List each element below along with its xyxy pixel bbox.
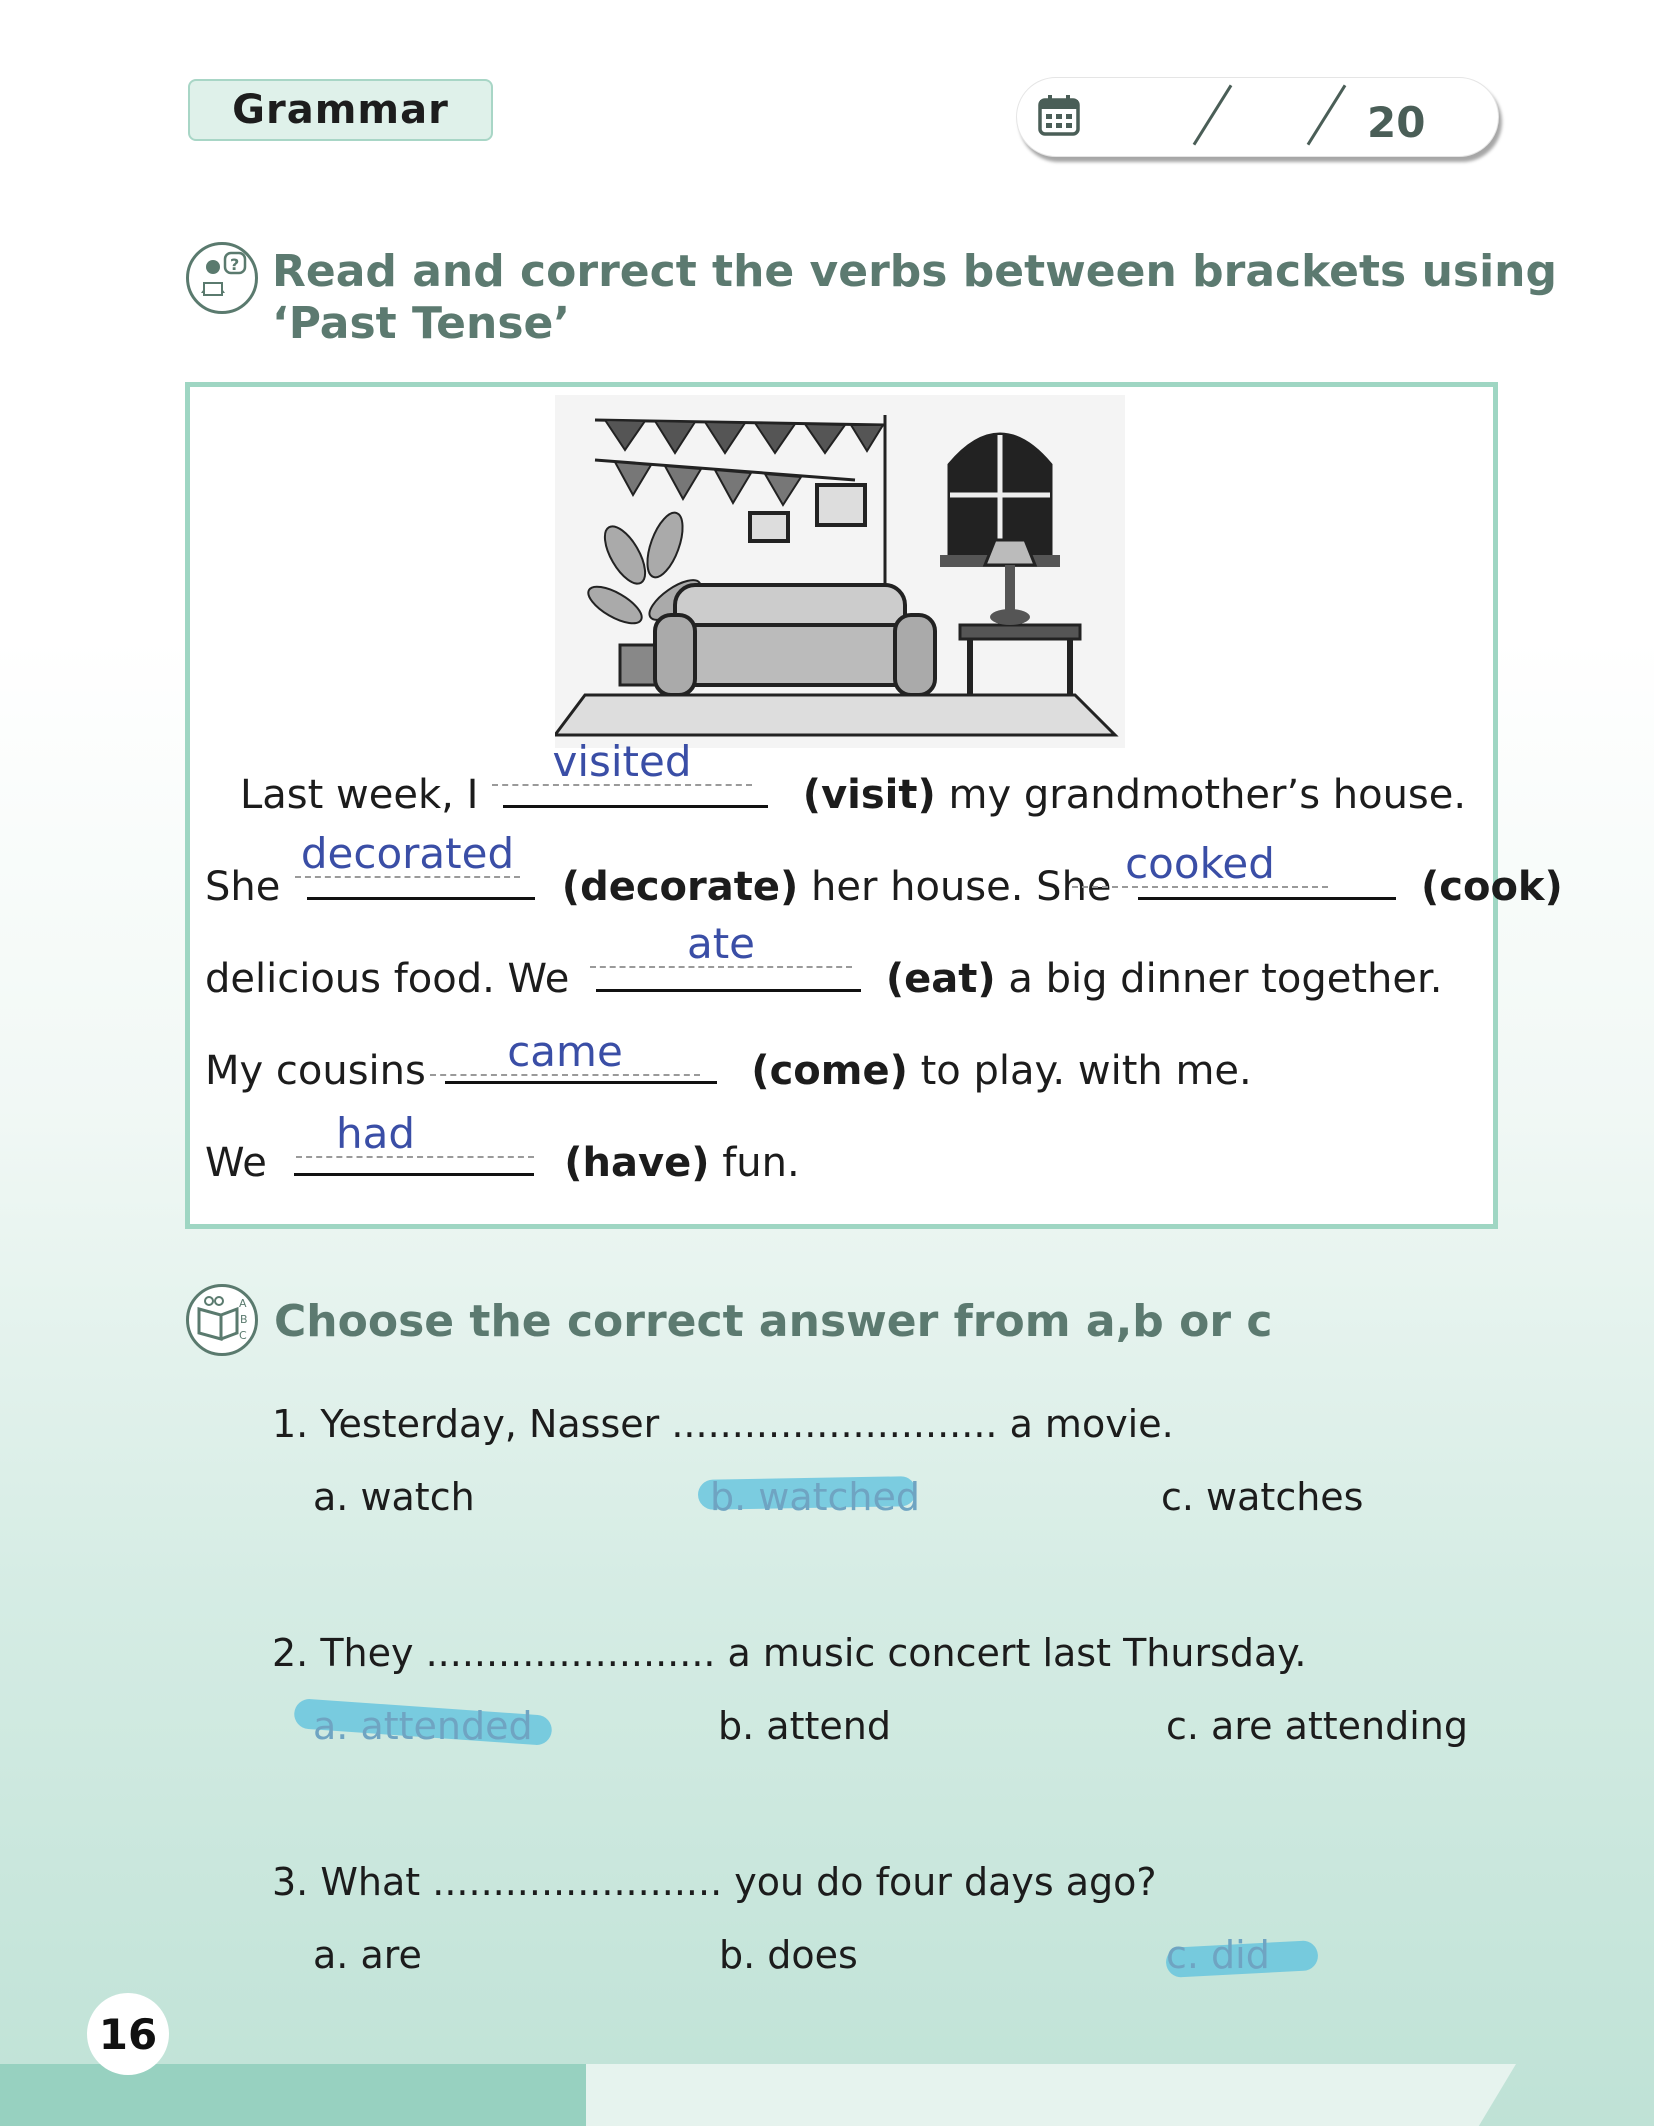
- handwritten-answer: had: [296, 1112, 534, 1158]
- option-q3-c[interactable]: c. did: [1166, 1933, 1270, 1977]
- book-abc-icon: [186, 1284, 258, 1356]
- date-score-box: [1016, 77, 1499, 157]
- option-q1-b[interactable]: b. watched: [710, 1475, 921, 1519]
- date-slash: [1193, 85, 1233, 146]
- section2-heading: Choose the correct answer from a,b or c: [274, 1296, 1273, 1347]
- page-number: 16: [87, 1993, 169, 2075]
- option-q1-a[interactable]: a. watch: [313, 1475, 475, 1519]
- option-q3-b[interactable]: b. does: [719, 1933, 858, 1977]
- sentence-line-2: She (decorate) her house. She (cook): [205, 864, 1563, 910]
- handwritten-answer: came: [430, 1030, 700, 1076]
- footer-band: [586, 2064, 1516, 2126]
- handwritten-answer: cooked: [1072, 842, 1328, 888]
- footer-band: [0, 2064, 586, 2126]
- option-q2-b[interactable]: b. attend: [718, 1704, 891, 1748]
- handwritten-answer: ate: [590, 922, 852, 968]
- living-room-illustration: [555, 395, 1125, 748]
- question-3: 3. What ........................ you do four days ago?: [272, 1860, 1157, 1904]
- section-tag: Grammar: [188, 79, 493, 141]
- option-q2-a[interactable]: a. attended: [313, 1704, 533, 1748]
- sentence-line-5: We (have) fun.: [205, 1140, 800, 1186]
- svg-text:C: C: [239, 1329, 247, 1342]
- handwritten-answer: visited: [492, 740, 752, 786]
- svg-text:B: B: [240, 1313, 248, 1326]
- reader-question-icon: [186, 242, 258, 314]
- date-slash: [1307, 85, 1347, 146]
- svg-text:A: A: [239, 1297, 247, 1310]
- sentence-line-1: Last week, I (visit) my grandmother’s house.: [240, 772, 1467, 818]
- section1-heading: Read and correct the verbs between brackets using ‘Past Tense’: [272, 246, 1557, 349]
- option-q1-c[interactable]: c. watches: [1161, 1475, 1364, 1519]
- sentence-line-4: My cousins (come) to play. with me.: [205, 1048, 1252, 1094]
- sentence-line-3: delicious food. We (eat) a big dinner together.: [205, 956, 1443, 1002]
- option-q3-a[interactable]: a. are: [313, 1933, 422, 1977]
- score-total: 20: [1367, 98, 1426, 147]
- handwritten-answer: decorated: [295, 832, 520, 878]
- question-2: 2. They ........................ a music concert last Thursday.: [272, 1631, 1307, 1675]
- option-q2-c[interactable]: c. are attending: [1166, 1704, 1469, 1748]
- question-1: 1. Yesterday, Nasser ........................... a movie.: [272, 1402, 1174, 1446]
- calendar-icon: [1037, 93, 1081, 137]
- svg-text:?: ?: [230, 255, 240, 274]
